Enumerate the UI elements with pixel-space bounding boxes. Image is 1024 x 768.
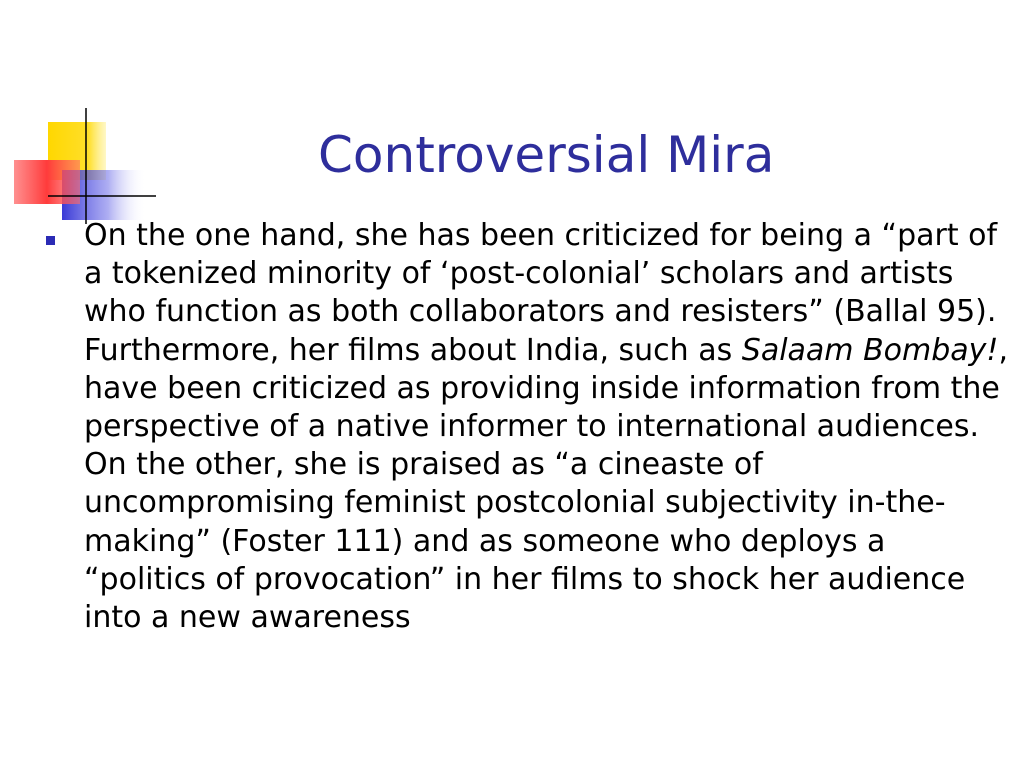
- slide-title: Controversial Mira: [318, 126, 775, 184]
- slide-body-paragraph: [84, 217, 1009, 637]
- slide-corner-decoration: [0, 0, 160, 240]
- red-square: [14, 160, 80, 204]
- body-text-part-1: On the one hand, she has been criticized for being a “part of a tokenized minority of ‘post-colonial’ scholars and artists who function as both collaborators and resisters” (Ballal 95). Furthermore, her films about India, such as: [84, 218, 998, 368]
- body-text-part-2: , have been criticized as providing inside information from the perspective of a native informer to international audiences. On the other, she is praised as “a cineaste of uncompromising feminist postcolonial subjectivity in-the-making” (Foster 111) and as someone who deploys a “politics of provocation” in her films to shock her audience into a new awareness: [84, 332, 1008, 636]
- square-bullet-icon: [46, 236, 55, 245]
- film-title: Salaam Bombay!: [741, 332, 999, 368]
